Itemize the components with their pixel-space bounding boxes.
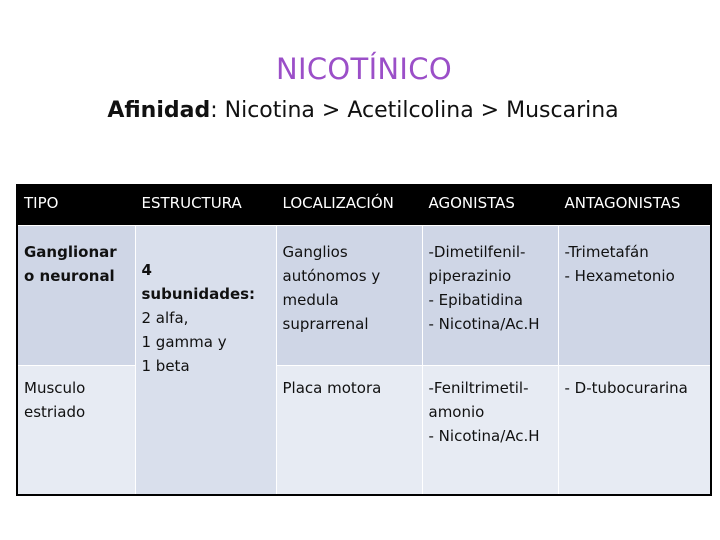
table-row [17, 225, 711, 365]
cell-line: 1 beta [141, 356, 190, 375]
cell-line: Ganglionar [24, 242, 117, 261]
cell-line: 4 subunidades: [141, 260, 256, 303]
cell-line: 1 gamma y [141, 332, 227, 351]
header-agonistas: AGONISTAS [422, 185, 558, 225]
cell-antagonistas [558, 365, 711, 495]
cell-line: - Hexametonio [564, 266, 675, 285]
cell-line: Placa motora [282, 378, 382, 397]
cell-localizacion [276, 365, 422, 495]
cell-agonistas [422, 365, 558, 495]
cell-tipo [17, 365, 135, 495]
cell-line: o neuronal [24, 266, 115, 285]
cell-line: -Feniltrimetil- [428, 378, 529, 397]
cell-line: - Nicotina/Ac.H [428, 426, 540, 445]
cell-line: piperazinio [428, 266, 512, 285]
cell-line: medula [282, 290, 339, 309]
cell-line: 2 alfa, [141, 308, 189, 327]
table-header-row [17, 185, 711, 225]
cell-line: - Nicotina/Ac.H [428, 314, 540, 333]
cell-line: - Epibatidina [428, 290, 523, 309]
cell-line: amonio [428, 402, 485, 421]
affinity-label: Afinidad [107, 98, 211, 123]
cell-line: - D-tubocurarina [564, 378, 688, 397]
cell-agonistas [422, 225, 558, 365]
header-estructura: ESTRUCTURA [135, 185, 276, 225]
cell-line: -Dimetilfenil- [428, 242, 526, 261]
cell-line: Musculo [24, 378, 86, 397]
cell-line: autónomos y [282, 266, 381, 285]
cell-line: -Trimetafán [564, 242, 649, 261]
header-tipo: TIPO [17, 185, 135, 225]
cell-line: estriado [24, 402, 86, 421]
cell-line: suprarrenal [282, 314, 369, 333]
header-localizacion: LOCALIZACIÓN [276, 185, 422, 225]
header-antagonistas: ANTAGONISTAS [558, 185, 711, 225]
cell-line: Ganglios [282, 242, 348, 261]
slide-title: NICOTÍNICO [276, 52, 452, 86]
receptor-table [16, 184, 712, 496]
cell-localizacion [276, 225, 422, 365]
affinity-text: : Nicotina > Acetilcolina > Muscarina [210, 98, 619, 123]
slide-subtitle [0, 98, 720, 123]
cell-antagonistas [558, 225, 711, 365]
cell-estructura [135, 225, 276, 495]
cell-tipo [17, 225, 135, 365]
table-row [17, 365, 711, 495]
